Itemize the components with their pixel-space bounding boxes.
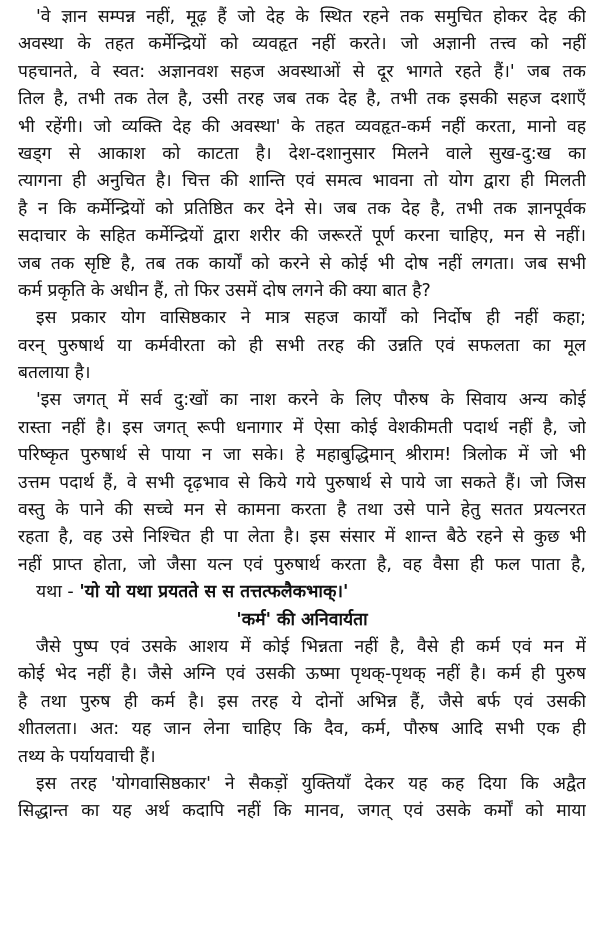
- text-line: है तथा पुरुष ही कर्म है। इस तरह ये दोनों अभिन्न हैं, जैसे बर्फ एवं उसकी: [18, 691, 586, 712]
- quote-line: [18, 579, 586, 606]
- sanskrit-quote: 'यो यो यथा प्रयतते स स तत्तत्फलैकभाक्।': [79, 582, 349, 603]
- text-line: खड्ग से आकाश को काटता है। देश-दशानुसार मिलने वाले सुख-दु:ख का: [18, 143, 586, 164]
- quote-prefix: यथा -: [36, 582, 80, 603]
- text-line: 'इस जगत् में सर्व दु:खों का नाश करने के लिए पौरुष के सिवाय अन्य कोई: [36, 390, 586, 411]
- text-line: उत्तम पदार्थ हैं, वे सभी दृढ़भाव से किये गये पुरुषार्थ से पाये जा सकते हैं। जो जिस: [18, 472, 586, 493]
- text-line: कोई भेद नहीं है। जैसे अग्नि एवं उसकी ऊष्मा पृथक्-पृथक् नहीं है। कर्म ही पुरुष: [18, 664, 586, 685]
- paragraph-3: [18, 387, 586, 606]
- text-line: शीतलता। अत: यह जान लेना चाहिए कि दैव, कर्म, पौरुष आदि सभी एक ही: [18, 719, 586, 740]
- text-line: 'वे ज्ञान सम्पन्न नहीं, मूढ़ हैं जो देह के स्थित रहने तक समुचित होकर देह की: [36, 7, 586, 27]
- paragraph-5: [18, 771, 586, 826]
- text-line: भी रहेंगी। जो व्यक्ति देह की अवस्था' के तहत व्यवहृत-कर्म नहीं करता, मानो वह: [18, 116, 586, 137]
- text-line: नहीं प्राप्त होता, जो जैसा यत्न एवं पुरुषार्थ करता है, वह वैसा ही फल पाता है,: [18, 554, 586, 575]
- text-line: रास्ता नहीं है। इस जगत् रूपी धनागार में ऐसा कोई वेशकीमती पदार्थ नहीं है, जो: [18, 417, 586, 438]
- text-line: तिल है, तभी तक तेल है, उसी तरह जब तक देह है, तभी तक इसकी सहज दशाएँ: [18, 89, 586, 110]
- text-line: वरन् पुरुषार्थ या कर्मवीरता को ही सभी तरह की उन्नति एवं सफलता का मूल: [18, 335, 586, 356]
- text-line: त्यागना ही अनुचित है। चित्त की शान्ति एवं समत्व भावना तो योग द्वारा ही मिलती: [18, 171, 586, 192]
- text-line: जब तक सृष्टि है, तब तक कार्यों को करने से कोई भी दोष नहीं लगता। जब सभी: [18, 253, 586, 274]
- paragraph-1: [18, 4, 586, 305]
- text-line: सिद्धान्त का यह अर्थ कदापि नहीं कि मानव, जगत् एवं उसके कर्मों को माया: [18, 801, 586, 822]
- text-line: है न कि कर्मेन्द्रियों को प्रतिष्ठित कर देने से। जब तक देह है, तभी तक ज्ञानपूर्वक: [18, 198, 586, 219]
- text-line: वस्तु के पाने की सच्चे मन से कामना करता है तथा उसे पाने हेतु सतत प्रयत्नरत: [18, 500, 586, 521]
- text-line: जैसे पुष्प एवं उसके आशय में कोई भिन्नता नहीं है, वैसे ही कर्म एवं मन में: [36, 636, 586, 657]
- text-line: पहचानते, वे स्वत: अज्ञानवश सहज अवस्थाओं से दूर भागते रहते हैं।' जब तक: [18, 61, 586, 82]
- text-line: बतलाया है।: [18, 363, 91, 384]
- section-heading: 'कर्म' की अनिवार्यता: [236, 609, 368, 630]
- text-line: इस प्रकार योग वासिष्ठकार ने मात्र सहज कार्यों को निर्दोष ही नहीं कहा;: [36, 308, 586, 329]
- text-line: इस तरह 'योगवासिष्ठकार' ने सैकड़ों युक्तियाँ देकर यह कह दिया कि अद्वैत: [36, 773, 586, 794]
- text-line: तथ्य के पर्यायवाची हैं।: [18, 746, 156, 767]
- text-line: रहता है, वह उसे निश्चित ही पा लेता है। इस संसार में शान्त बैठे रहने से कुछ भी: [18, 527, 586, 548]
- text-line: कर्म प्रकृति के अधीन हैं, तो फिर उसमें दोष लगने की क्या बात है?: [18, 280, 431, 301]
- text-line: सदाचार के सहित कर्मेन्द्रियों द्वारा शरीर की जरूरतें पूर्ण करना चाहिए, मन से नहीं।: [18, 226, 586, 247]
- text-line: अवस्था के तहत कर्मेन्द्रियों को व्यवहृत नहीं करते। जो अज्ञानी तत्त्व को नहीं: [18, 34, 586, 55]
- paragraph-2: [18, 305, 586, 387]
- text-line: परिष्कृत पुरुषार्थ से पाया न जा सके। हे महाबुद्धिमान् श्रीराम! त्रिलोक में जो भी: [18, 445, 586, 466]
- paragraph-4: [18, 634, 586, 771]
